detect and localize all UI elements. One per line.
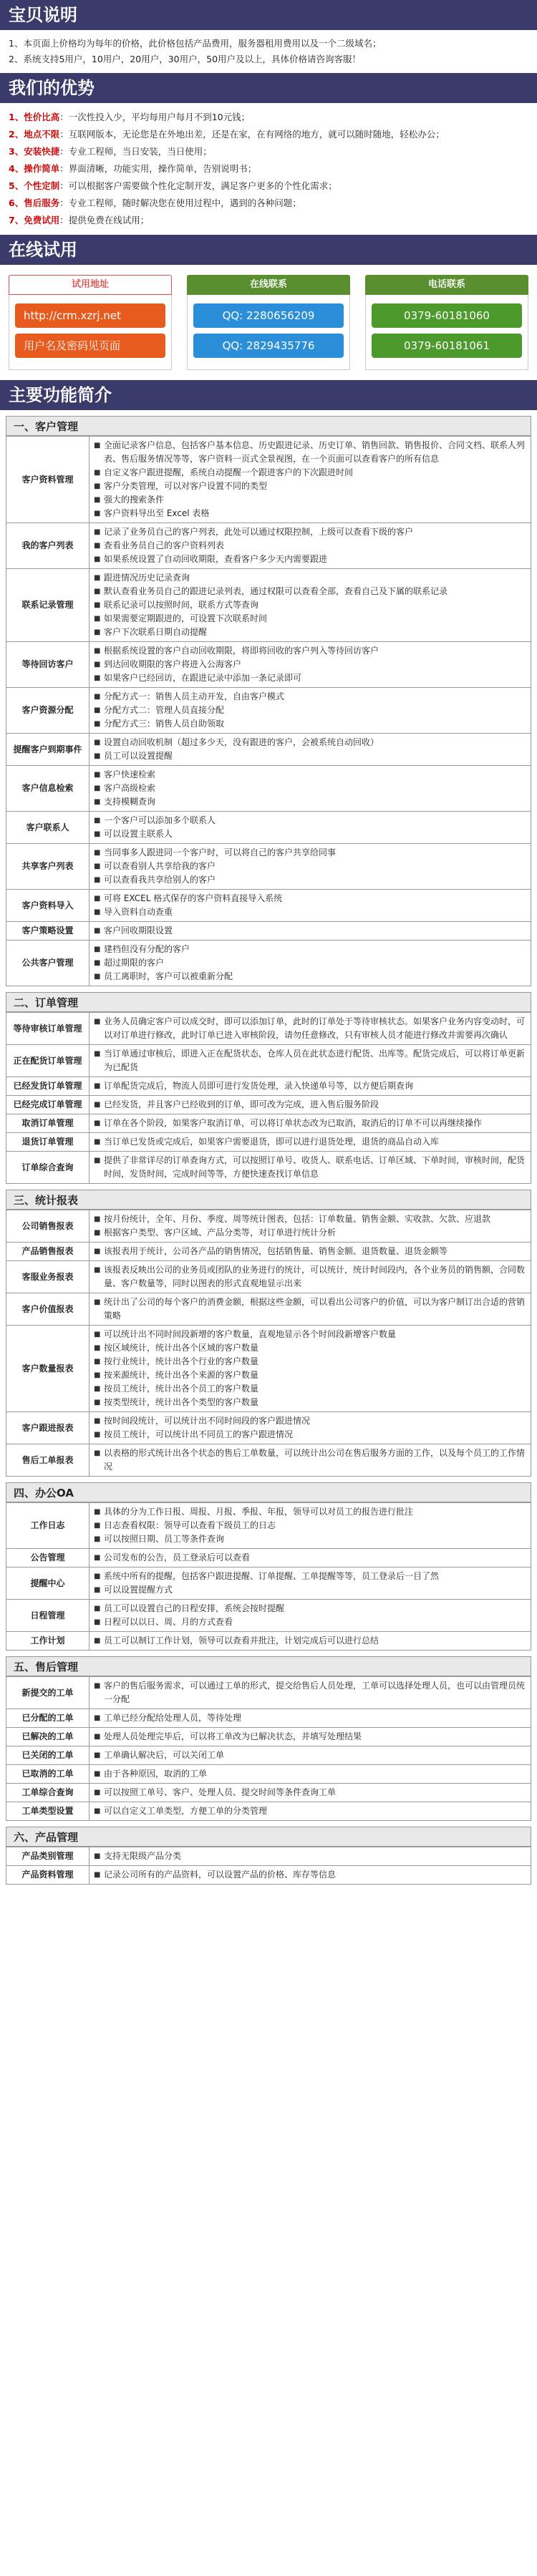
- table-row: [6, 1784, 531, 1802]
- phone-link[interactable]: 0379-60181061: [372, 334, 522, 358]
- feature-name: 客户资料管理: [6, 437, 90, 523]
- table-row: [6, 1709, 531, 1728]
- advantage-section: [0, 73, 537, 235]
- advantage-item: [9, 160, 528, 178]
- feature-name: 客户策略设置: [6, 922, 90, 941]
- feature-bullet: ■ 业务人员确定客户可以成交时，即可以添加订单，此时的订单处于等待审核状态。如果客户业务内容变动时，可以对订单进行修改，此时订单已进入审核阶段，请勿任意修改，只有审核人员才能进行修改并需要再次确认: [94, 1015, 526, 1042]
- feature-name: 等待审核订单管理: [6, 1013, 90, 1045]
- feature-bullet: ■ 分配方式一：销售人员主动开发，自由客户模式: [94, 690, 526, 704]
- module-table: [6, 1847, 531, 1885]
- trial-title: 在线试用: [0, 235, 537, 265]
- feature-bullet: ■ 支持无限级产品分类: [94, 1850, 526, 1863]
- table-row: [6, 523, 531, 569]
- advantage-value: ：一次性投入少，平均每用户每月不到10元钱；: [59, 112, 251, 122]
- trial-head: 在线联系: [187, 275, 350, 295]
- feature-bullet: ■ 按行业统计，统计出各个行业的客户数量: [94, 1355, 526, 1369]
- table-row: [6, 1293, 531, 1326]
- table-row: [6, 1765, 531, 1784]
- advantage-item: [9, 126, 528, 143]
- module-title: 一、客户管理: [6, 416, 531, 436]
- feature-bullet: ■ 以表格的形式统计出各个状态的售后工单数量，可以统计出公司在售后服务方面的工作，以及每个员工的工作情况: [94, 1447, 526, 1474]
- functions-section: [0, 380, 537, 1899]
- advantage-item: [9, 143, 528, 160]
- functions-body: [0, 410, 537, 1899]
- feature-desc: [90, 766, 531, 812]
- module-title: 二、订单管理: [6, 992, 531, 1012]
- feature-bullet: ■ 按类型统计，统计出各个类型的客户数量: [94, 1396, 526, 1409]
- feature-desc: [90, 1293, 531, 1326]
- feature-bullet: ■ 按员工统计，统计出各个员工的客户数量: [94, 1382, 526, 1396]
- feature-desc: [90, 1802, 531, 1821]
- feature-desc: [90, 922, 531, 941]
- feature-bullet: ■ 可以按照工单号、客户、处理人员、提交时间等条件查询工单: [94, 1786, 526, 1799]
- feature-bullet: ■ 记录公司所有的产品资料，可以设置产品的价格、库存等信息: [94, 1868, 526, 1882]
- feature-name: 订单综合查询: [6, 1152, 90, 1184]
- table-row: [6, 1045, 531, 1077]
- feature-bullet: ■ 已经发货，并且客户已经收到的订单，即可改为完成，进入售后服务阶段: [94, 1098, 526, 1112]
- feature-bullet: ■ 可以设置提醒方式: [94, 1583, 526, 1597]
- feature-bullet: ■ 按来源统计，统计出各个来源的客户数量: [94, 1369, 526, 1382]
- module-table: [6, 1210, 531, 1477]
- feature-bullet: ■ 员工可以制订工作计划，领导可以查看并批注，计划完成后可以进行总结: [94, 1634, 526, 1648]
- feature-bullet: ■ 根据客户类型、客户区域、产品分类等，对订单进行统计分析: [94, 1226, 526, 1240]
- advantage-value: ：可以根据客户需要做个性化定制开发，满足客户更多的个性化需求；: [59, 180, 337, 191]
- table-row: [6, 1412, 531, 1444]
- feature-name: 售后工单报表: [6, 1444, 90, 1477]
- table-row: [6, 1013, 531, 1045]
- feature-desc: [90, 437, 531, 523]
- table-row: [6, 1261, 531, 1293]
- feature-desc: [90, 734, 531, 766]
- table-row: [6, 844, 531, 890]
- feature-bullet: ■ 可以按照日期、员工等条件查询: [94, 1532, 526, 1546]
- table-row: [6, 1077, 531, 1096]
- table-row: [6, 1133, 531, 1152]
- feature-bullet: ■ 可以查看别人共享给我的客户: [94, 860, 526, 873]
- feature-bullet: ■ 客户分类管理，可以对客户设置不同的类型: [94, 480, 526, 493]
- feature-desc: [90, 812, 531, 844]
- trial-col-online: [187, 275, 350, 370]
- feature-bullet: ■ 处理人员处理完毕后，可以将工单改为已解决状态，并填写处理结果: [94, 1730, 526, 1744]
- feature-bullet: ■ 导入资料自动查重: [94, 905, 526, 919]
- qq-link[interactable]: QQ: 2280656209: [193, 303, 344, 328]
- feature-desc: [90, 1412, 531, 1444]
- advantage-value: ：提供免费在线试用；: [59, 215, 150, 225]
- feature-bullet: ■ 订单配货完成后，物流人员即可进行发货处理，录入快递单号等，以方便后期查询: [94, 1079, 526, 1093]
- feature-desc: [90, 1784, 531, 1802]
- feature-desc: [90, 1133, 531, 1152]
- advantage-item: [9, 195, 528, 212]
- feature-bullet: ■ 日程可以以日、周、月的方式查看: [94, 1615, 526, 1629]
- table-row: [6, 1866, 531, 1885]
- feature-bullet: ■ 当订单通过审核后，即进入正在配货状态，仓库人员在此状态进行配货、出库等。配货完成后，可以将订单更新为已配货: [94, 1047, 526, 1074]
- feature-bullet: ■ 客户回收期限设置: [94, 924, 526, 938]
- table-row: [6, 1632, 531, 1651]
- trial-columns: [0, 265, 537, 380]
- feature-desc: [90, 844, 531, 890]
- table-row: [6, 1746, 531, 1765]
- feature-name: 正在配货订单管理: [6, 1045, 90, 1077]
- feature-desc: [90, 1045, 531, 1077]
- feature-bullet: ■ 跟进情况历史记录查询: [94, 571, 526, 585]
- feature-desc: [90, 688, 531, 734]
- advantage-value: ：互联网版本，无论您是在外地出差，还是在家，在有网络的地方，就可以随时随地，轻松办公；: [59, 129, 445, 140]
- advantage-key: 1、性价比高: [9, 112, 60, 122]
- feature-name: 产品资料管理: [6, 1866, 90, 1885]
- feature-name: 客户数量报表: [6, 1326, 90, 1412]
- feature-name: 产品类别管理: [6, 1847, 90, 1866]
- feature-bullet: ■ 记录了业务员自己的客户列表，此处可以通过权限控制，上级可以查看下级的客户: [94, 525, 526, 539]
- feature-bullet: ■ 员工可以设置提醒: [94, 749, 526, 763]
- feature-name: 提醒客户到期事件: [6, 734, 90, 766]
- notice-line: 1、本页面上价格均为每年的价格，此价格包括产品费用，服务器租用费用以及一个二级域名；: [9, 38, 382, 49]
- feature-bullet: ■ 系统中所有的提醒，包括客户跟进提醒、订单提醒、工单提醒等等，员工登录后一目了然: [94, 1570, 526, 1583]
- advantage-value: ：专业工程师，当日安装，当日使用；: [59, 146, 212, 157]
- feature-bullet: ■ 到达回收期限的客户将进入公海客户: [94, 658, 526, 671]
- feature-desc: [90, 1728, 531, 1746]
- feature-bullet: ■ 全面记录客户信息，包括客户基本信息、历史跟进记录、历史订单、销售回款、销售报价、合同文档、联系人列表、售后服务情况等等，客户资料一页式全景视图，在一个页面可以查看客户的所有信息: [94, 439, 526, 466]
- feature-bullet: ■ 一个客户可以添加多个联系人: [94, 814, 526, 827]
- feature-bullet: ■ 如果需要定期跟进的，可设置下次联系时间: [94, 612, 526, 626]
- feature-bullet: ■ 统计出了公司的每个客户的消费金额，根据这些金额，可以看出公司客户的价值，可以为客户制订出合适的营销策略: [94, 1296, 526, 1323]
- feature-bullet: ■ 按员工统计，可以统计出不同员工的客户跟进情况: [94, 1428, 526, 1442]
- feature-desc: [90, 1632, 531, 1651]
- table-row: [6, 1677, 531, 1709]
- feature-bullet: ■ 客户资料导出至 Excel 表格: [94, 507, 526, 520]
- feature-desc: [90, 1096, 531, 1114]
- feature-bullet: ■ 订单在各个阶段，如果客户取消订单，可以将订单状态改为已取消，取消后的订单不可以再继续操作: [94, 1117, 526, 1130]
- table-row: [6, 766, 531, 812]
- feature-bullet: ■ 具体的分为工作日报、周报、月报、季报、年报，领导可以对员工的报告进行批注: [94, 1505, 526, 1519]
- advantage-key: 3、安装快捷: [9, 146, 60, 157]
- feature-desc: [90, 1326, 531, 1412]
- notice-title: 宝贝说明: [0, 0, 537, 30]
- table-row: [6, 1326, 531, 1412]
- feature-name: 已经完成订单管理: [6, 1096, 90, 1114]
- functions-title: 主要功能简介: [0, 380, 537, 410]
- feature-name: 工单类型设置: [6, 1802, 90, 1821]
- feature-bullet: ■ 分配方式三：销售人员自助领取: [94, 717, 526, 731]
- advantage-key: 4、操作简单: [9, 163, 60, 174]
- table-row: [6, 437, 531, 523]
- trial-head: 试用地址: [9, 275, 172, 295]
- table-row: [6, 1728, 531, 1746]
- advantage-key: 2、地点不限: [9, 129, 60, 140]
- feature-desc: [90, 1677, 531, 1709]
- table-row: [6, 734, 531, 766]
- feature-bullet: ■ 联系记录可以按照时间，联系方式等查询: [94, 598, 526, 612]
- feature-desc: [90, 1765, 531, 1784]
- advantage-list: [0, 103, 537, 235]
- trial-col-address: [9, 275, 172, 370]
- advantage-value: ：界面清晰，功能实用，操作简单，告别说明书；: [59, 163, 257, 174]
- advantage-key: 6、售后服务: [9, 198, 60, 208]
- table-row: [6, 569, 531, 642]
- feature-desc: [90, 1568, 531, 1600]
- feature-bullet: ■ 分配方式二：管理人员直接分配: [94, 704, 526, 717]
- feature-desc: [90, 1503, 531, 1549]
- feature-name: 工单综合查询: [6, 1784, 90, 1802]
- feature-name: 公告管理: [6, 1549, 90, 1568]
- advantage-item: [9, 178, 528, 195]
- feature-name: 客户联系人: [6, 812, 90, 844]
- advantage-item: [9, 212, 528, 229]
- feature-name: 已关闭的工单: [6, 1746, 90, 1765]
- feature-desc: [90, 1746, 531, 1765]
- table-row: [6, 1503, 531, 1549]
- feature-name: 取消订单管理: [6, 1114, 90, 1133]
- trial-url-link[interactable]: http://crm.xzrj.net: [15, 303, 165, 328]
- feature-bullet: ■ 如果系统设置了自动回收期限，查看客户多少天内需要跟进: [94, 553, 526, 566]
- table-row: [6, 1600, 531, 1632]
- feature-desc: [90, 1210, 531, 1243]
- feature-bullet: ■ 可将 EXCEL 格式保存的客户资料直接导入系统: [94, 892, 526, 905]
- feature-name: 退货订单管理: [6, 1133, 90, 1152]
- feature-bullet: ■ 强大的搜索条件: [94, 493, 526, 507]
- table-row: [6, 688, 531, 734]
- feature-bullet: ■ 日志查看权限：领导可以查看下级员工的日志: [94, 1519, 526, 1532]
- advantage-key: 5、个性定制: [9, 180, 60, 191]
- feature-bullet: ■ 超过期限的客户: [94, 956, 526, 970]
- phone-link[interactable]: 0379-60181060: [372, 303, 522, 328]
- table-row: [6, 890, 531, 922]
- feature-desc: [90, 1847, 531, 1866]
- feature-desc: [90, 1114, 531, 1133]
- feature-name: 等待回访客户: [6, 642, 90, 688]
- feature-name: 日程管理: [6, 1600, 90, 1632]
- module-table: [6, 1676, 531, 1821]
- feature-bullet: ■ 按时间段统计，可以统计出不同时间段的客户跟进情况: [94, 1414, 526, 1428]
- trial-credentials-link[interactable]: 用户名及密码见页面: [15, 334, 165, 358]
- notice-section: [0, 0, 537, 73]
- feature-bullet: ■ 客户的售后服务需求，可以通过工单的形式，提交给售后人员处理，工单可以选择处理人员，也可以由管理员统一分配: [94, 1679, 526, 1706]
- feature-name: 公共客户管理: [6, 941, 90, 986]
- table-row: [6, 812, 531, 844]
- trial-col-phone: [365, 275, 528, 370]
- feature-name: 客户价值报表: [6, 1293, 90, 1326]
- advantage-item: [9, 109, 528, 126]
- feature-name: 我的客户列表: [6, 523, 90, 569]
- feature-desc: [90, 1077, 531, 1096]
- feature-bullet: ■ 员工可以设置自己的日程安排，系统会按时提醒: [94, 1602, 526, 1615]
- feature-bullet: ■ 查看业务员自己的客户资料列表: [94, 539, 526, 553]
- feature-bullet: ■ 该报表用于统计，公司各产品的销售情况，包括销售量、销售金额、退货数量、退货金额等: [94, 1245, 526, 1258]
- feature-bullet: ■ 客户快速检索: [94, 768, 526, 782]
- table-row: [6, 1802, 531, 1821]
- table-row: [6, 922, 531, 941]
- qq-link[interactable]: QQ: 2829435776: [193, 334, 344, 358]
- feature-name: 公司销售报表: [6, 1210, 90, 1243]
- trial-section: [0, 235, 537, 380]
- feature-name: 已取消的工单: [6, 1765, 90, 1784]
- feature-desc: [90, 1152, 531, 1184]
- feature-name: 客户资源分配: [6, 688, 90, 734]
- feature-bullet: ■ 该报表反映出公司的业务员或团队的业务进行的统计，可以统计，统计时间段内，各个业务员的销售额，合同数量、客户数量等，同时以图表的形式直观地显示出来: [94, 1263, 526, 1291]
- feature-bullet: ■ 建档但没有分配的客户: [94, 943, 526, 956]
- table-row: [6, 1243, 531, 1261]
- feature-bullet: ■ 工单已经分配给处理人员，等待处理: [94, 1711, 526, 1725]
- feature-name: 工作计划: [6, 1632, 90, 1651]
- feature-desc: [90, 1709, 531, 1728]
- feature-bullet: ■ 客户高级检索: [94, 782, 526, 795]
- table-row: [6, 1847, 531, 1866]
- feature-desc: [90, 569, 531, 642]
- feature-name: 新提交的工单: [6, 1677, 90, 1709]
- feature-name: 联系记录管理: [6, 569, 90, 642]
- feature-bullet: ■ 自定义客户跟进提醒，系统自动提醒一个跟进客户的下次跟进时间: [94, 466, 526, 480]
- module-title: 五、售后管理: [6, 1656, 531, 1676]
- feature-desc: [90, 890, 531, 922]
- table-row: [6, 1568, 531, 1600]
- feature-bullet: ■ 由于各种原因，取消的工单: [94, 1767, 526, 1781]
- feature-bullet: ■ 默认查看业务员自己的跟进记录列表，通过权限可以查看全部，查看自己及下属的联系记录: [94, 585, 526, 598]
- table-row: [6, 1114, 531, 1133]
- feature-desc: [90, 1444, 531, 1477]
- advantage-key: 7、免费试用: [9, 215, 60, 225]
- feature-name: 已经发货订单管理: [6, 1077, 90, 1096]
- advantage-title: 我们的优势: [0, 73, 537, 103]
- feature-desc: [90, 1549, 531, 1568]
- feature-name: 产品销售报表: [6, 1243, 90, 1261]
- feature-bullet: ■ 支持模糊查询: [94, 795, 526, 809]
- trial-head: 电话联系: [365, 275, 528, 295]
- feature-bullet: ■ 客户下次联系日期自动提醒: [94, 626, 526, 639]
- feature-bullet: ■ 员工离职时，客户可以被重新分配: [94, 970, 526, 983]
- module-table: [6, 1502, 531, 1651]
- notice-body: [0, 30, 537, 73]
- feature-bullet: ■ 按区域统计，统计出各个区域的客户数量: [94, 1341, 526, 1355]
- table-row: [6, 941, 531, 986]
- feature-name: 客户信息检索: [6, 766, 90, 812]
- table-row: [6, 642, 531, 688]
- feature-desc: [90, 1243, 531, 1261]
- feature-bullet: ■ 工单确认解决后，可以关闭工单: [94, 1749, 526, 1762]
- table-row: [6, 1549, 531, 1568]
- feature-name: 客服业务报表: [6, 1261, 90, 1293]
- feature-name: 工作日志: [6, 1503, 90, 1549]
- feature-bullet: ■ 当订单已发货或完成后，如果客户需要退货，即可以进行退货处理，退货的商品自动入库: [94, 1135, 526, 1149]
- table-row: [6, 1152, 531, 1184]
- feature-bullet: ■ 根据系统设置的客户自动回收期限，将即将回收的客户列入等待回访客户: [94, 644, 526, 658]
- feature-bullet: ■ 提供了非常详尽的订单查询方式，可以按照订单号、收货人、联系电话、订单区域、下单时间，审核时间，配货时间，发货时间，完成时间等等，方便快速查找订单信息: [94, 1154, 526, 1181]
- table-row: [6, 1096, 531, 1114]
- feature-bullet: ■ 可以统计出不同时间段新增的客户数量，直观地显示各个时间段新增客户数量: [94, 1328, 526, 1341]
- module-title: 六、产品管理: [6, 1827, 531, 1847]
- feature-desc: [90, 941, 531, 986]
- module-title: 三、统计报表: [6, 1190, 531, 1210]
- advantage-value: ：专业工程师，随时解决您在使用过程中，遇到的各种问题；: [59, 198, 301, 208]
- feature-name: 客户资料导入: [6, 890, 90, 922]
- feature-desc: [90, 1013, 531, 1045]
- table-row: [6, 1210, 531, 1243]
- feature-bullet: ■ 当同事多人跟进同一个客户时，可以将自己的客户共享给同事: [94, 846, 526, 860]
- feature-desc: [90, 523, 531, 569]
- feature-bullet: ■ 公司发布的公告，员工登录后可以查看: [94, 1551, 526, 1565]
- feature-bullet: ■ 可以查看我共享给别人的客户: [94, 873, 526, 887]
- module-title: 四、办公OA: [6, 1482, 531, 1502]
- feature-name: 已分配的工单: [6, 1709, 90, 1728]
- feature-name: 共享客户列表: [6, 844, 90, 890]
- feature-bullet: ■ 可以自定义工单类型，方便工单的分类管理: [94, 1804, 526, 1818]
- feature-desc: [90, 1600, 531, 1632]
- feature-name: 已解决的工单: [6, 1728, 90, 1746]
- module-table: [6, 436, 531, 986]
- module-table: [6, 1012, 531, 1184]
- notice-line: 2、系统支持5用户，10用户，20用户，30用户，50用户及以上，具体价格请咨询客服！: [9, 54, 362, 64]
- feature-desc: [90, 1866, 531, 1885]
- feature-name: 客户跟进报表: [6, 1412, 90, 1444]
- feature-bullet: ■ 如果客户已经回访，在跟进记录中添加一条记录即可: [94, 671, 526, 685]
- feature-bullet: ■ 按月份统计，全年、月份、季度、周等统计图表，包括：订单数量、销售金额、实收款、欠款、应退款: [94, 1212, 526, 1226]
- feature-name: 提醒中心: [6, 1568, 90, 1600]
- feature-desc: [90, 642, 531, 688]
- feature-bullet: ■ 可以设置主联系人: [94, 827, 526, 841]
- feature-desc: [90, 1261, 531, 1293]
- feature-bullet: ■ 设置自动回收机制（超过多少天，没有跟进的客户，会被系统自动回收）: [94, 736, 526, 749]
- table-row: [6, 1444, 531, 1477]
